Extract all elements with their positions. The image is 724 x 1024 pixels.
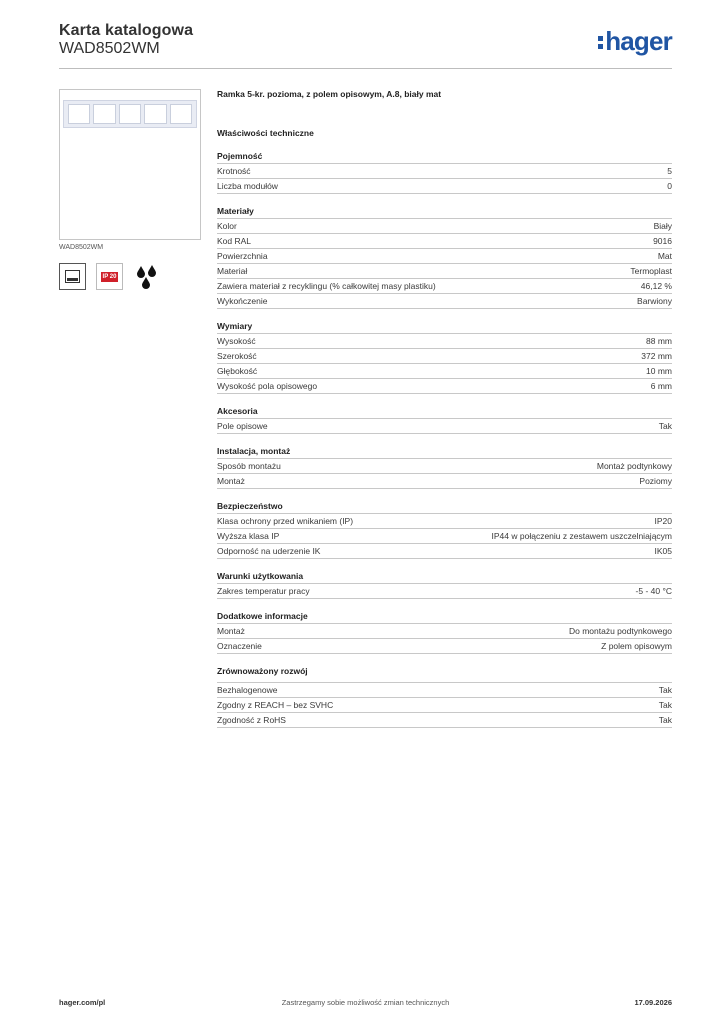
spec-label: Zgodny z REACH – bez SVHC [217,700,334,710]
spec-label: Montaż [217,476,245,486]
spec-label: Liczba modułów [217,181,278,191]
spec-section [217,609,672,654]
spec-row [217,293,672,309]
product-name: Ramka 5-kr. pozioma, z polem opisowym, A.8, biały mat [217,89,442,99]
spec-sections [217,149,672,728]
spec-row [217,418,672,434]
page-header [59,20,672,69]
spec-label: Materiał [217,266,248,276]
section-title: Bezpieczeństwo [217,501,283,511]
spec-label: Wysokość [217,336,256,346]
spec-label: Szerokość [217,351,257,361]
spec-value: Termoplast [630,266,672,276]
spec-section [217,149,672,194]
water-drops-icon [133,263,160,290]
spec-row [217,682,672,697]
spec-value: IP20 [654,516,672,526]
spec-row [217,263,672,278]
spec-row [217,697,672,712]
spec-value: Do montażu podtynkowego [568,626,672,636]
spec-rows [217,682,672,728]
spec-row [217,348,672,363]
spec-value: 9016 [653,236,672,246]
spec-section [217,444,672,489]
product-icons [59,263,160,290]
spec-row [217,623,672,638]
spec-value: -5 - 40 °C [635,586,672,596]
spec-row [217,638,672,654]
spec-section [217,404,672,434]
spec-rows [217,513,672,559]
spec-value: Tak [658,685,672,695]
spec-value: 0 [667,181,672,191]
spec-rows [217,623,672,654]
spec-row [217,712,672,728]
spec-value: Tak [658,715,672,725]
spec-label: Montaż [217,626,245,636]
spec-row [217,513,672,528]
section-title: Dodatkowe informacje [217,611,308,621]
spec-rows [217,218,672,309]
logo-dots-icon [598,33,604,51]
section-title: Pojemność [217,151,263,161]
section-title: Instalacja, montaż [217,446,291,456]
spec-value: IP44 w połączeniu z zestawem uszczelniającym [491,531,672,541]
spec-rows [217,163,672,194]
spec-label: Powierzchnia [217,251,268,261]
spec-label: Kolor [217,221,237,231]
spec-row [217,333,672,348]
spec-value: Montaż podtynkowy [596,461,672,471]
spec-section [217,499,672,559]
spec-label: Wysokość pola opisowego [217,381,318,391]
logo-text: hager [605,26,672,56]
spec-rows [217,458,672,489]
spec-value: 88 mm [646,336,672,346]
spec-label: Odporność na uderzenie IK [217,546,321,556]
spec-content [217,89,672,738]
spec-rows [217,583,672,599]
spec-label: Sposób montażu [217,461,281,471]
spec-label: Zawiera materiał z recyklingu (% całkowitej masy plastiku) [217,281,436,291]
spec-value: IK05 [654,546,672,556]
spec-section [217,319,672,394]
spec-value: Z polem opisowym [601,641,672,651]
spec-label: Głębokość [217,366,258,376]
spec-label: Wykończenie [217,296,268,306]
footer-website-link[interactable]: hager.com/pl [59,998,106,1007]
spec-value: 46,12 % [640,281,672,291]
spec-row [217,163,672,178]
spec-rows [217,333,672,394]
spec-row [217,528,672,543]
spec-row [217,583,672,599]
document-title: Karta katalogowa [59,22,194,39]
spec-label: Zakres temperatur pracy [217,586,310,596]
frame-illustration [63,100,197,128]
spec-value: 6 mm [650,381,672,391]
spec-label: Bezhalogenowe [217,685,278,695]
spec-value: 372 mm [641,351,672,361]
tech-properties-heading: Właściwości techniczne [217,128,314,138]
section-title: Materiały [217,206,254,216]
hager-logo[interactable] [598,26,672,57]
spec-label: Oznaczenie [217,641,262,651]
spec-label: Klasa ochrony przed wnikaniem (IP) [217,516,354,526]
ip-badge-text: IP 20 [102,273,117,280]
spec-row [217,543,672,559]
spec-section [217,664,672,728]
spec-row [217,218,672,233]
spec-value: 5 [667,166,672,176]
spec-row [217,248,672,263]
spec-value: Mat [657,251,672,261]
spec-value: Poziomy [639,476,672,486]
image-caption: WAD8502WM [59,244,104,251]
spec-row [217,378,672,394]
spec-value: Barwiony [637,296,672,306]
footer-date: 17.09.2026 [634,998,672,1007]
section-title: Zrównoważony rozwój [217,666,308,676]
spec-row [217,363,672,378]
spec-row [217,458,672,473]
spec-label: Kod RAL [217,236,252,246]
spec-label: Krotność [217,166,251,176]
spec-label: Zgodność z RoHS [217,715,286,725]
spec-section [217,204,672,309]
section-title: Wymiary [217,321,253,331]
spec-label: Pole opisowe [217,421,268,431]
product-code: WAD8502WM [59,40,160,57]
spec-row [217,278,672,293]
spec-section [217,569,672,599]
spec-label: Wyższa klasa IP [217,531,280,541]
product-image [59,89,201,240]
section-title: Warunki użytkowania [217,571,304,581]
spec-value: 10 mm [646,366,672,376]
spec-row [217,473,672,489]
spec-rows [217,418,672,434]
ip-rating-badge-icon [96,263,123,290]
spec-row [217,233,672,248]
spec-value: Tak [658,421,672,431]
section-title: Akcesoria [217,406,258,416]
spec-row [217,178,672,194]
spec-value: Tak [658,700,672,710]
flush-mount-box-icon [59,263,86,290]
footer-note: Zastrzegamy sobie możliwość zmian technicznych [281,998,450,1007]
spec-value: Biały [653,221,672,231]
